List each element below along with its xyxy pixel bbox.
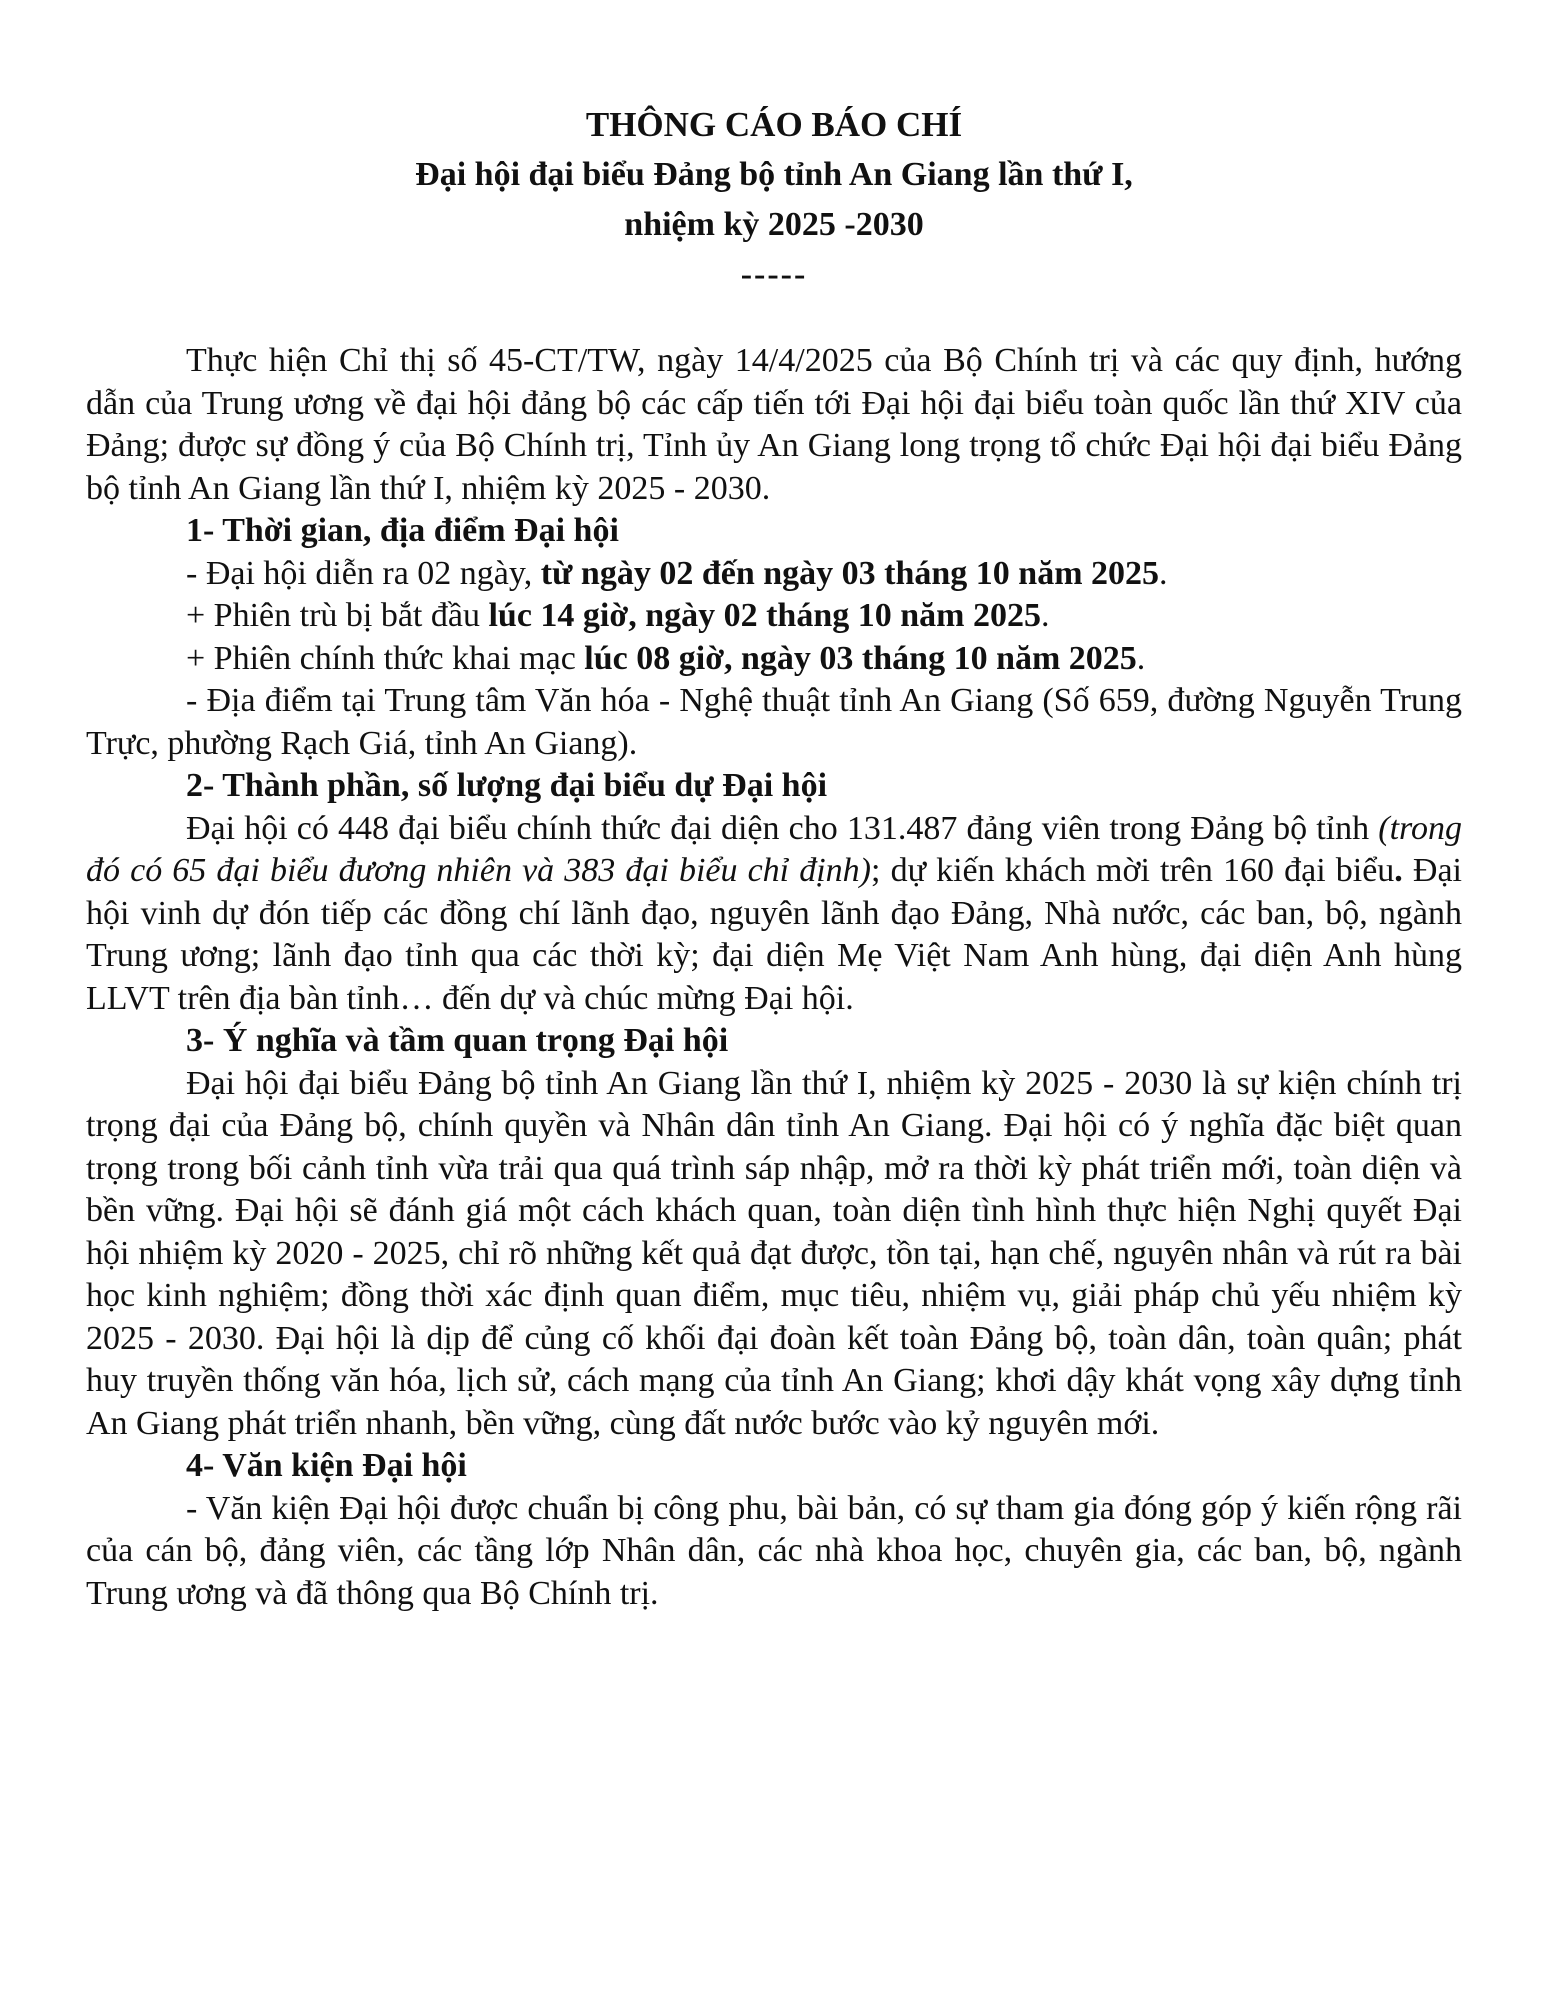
text-run: + Phiên chính thức khai mạc: [186, 639, 585, 677]
text-run: - Đại hội diễn ra 02 ngày,: [186, 554, 541, 592]
text-run: .: [1159, 554, 1168, 592]
document-header: [86, 100, 1462, 300]
text-run: Đại hội vinh dự đón tiếp các đồng chí lãnh đạo, nguyên lãnh đạo Đảng, Nhà nước, các ban, bộ, ngành Trung ương; lãnh đạo tỉnh qua các thời kỳ; đại diện Mẹ Việt Nam Anh hùng, đại diện Anh hùng LLVT trên địa bàn tỉnh… đến dự và chúc mừng Đại hội.: [86, 852, 1462, 1017]
section-4-heading: 4- Văn kiện Đại hội: [186, 1447, 467, 1484]
document-subtitle-line-2: nhiệm kỳ 2025 -2030: [624, 206, 924, 243]
section-3-heading: 3- Ý nghĩa và tầm quan trọng Đại hội: [186, 1022, 729, 1059]
section-1-paragraph-4: - Địa điểm tại Trung tâm Văn hóa - Nghệ thuật tỉnh An Giang (Số 659, đường Nguyễn Trung Trực, phường Rạch Giá, tỉnh An Giang).: [86, 682, 1462, 762]
section-3-paragraph-1: Đại hội đại biểu Đảng bộ tỉnh An Giang lần thứ I, nhiệm kỳ 2025 - 2030 là sự kiện chính trị trọng đại của Đảng bộ, chính quyền và Nhân dân tỉnh An Giang. Đại hội có ý nghĩa đặc biệt quan trọng trong bối cảnh tỉnh vừa trải qua quá trình sáp nhập, mở ra thời kỳ phát triển mới, toàn diện và bền vững. Đại hội sẽ đánh giá một cách khách quan, toàn diện tình hình thực hiện Nghị quyết Đại hội nhiệm kỳ 2020 - 2025, chỉ rõ những kết quả đạt được, tồn tại, hạn chế, nguyên nhân và rút ra bài học kinh nghiệm; đồng thời xác định quan điểm, mục tiêu, nhiệm vụ, giải pháp chủ yếu nhiệm kỳ 2025 - 2030. Đại hội là dịp để củng cố khối đại đoàn kết toàn Đảng bộ, toàn dân, toàn quân; phát huy truyền thống văn hóa, lịch sử, cách mạng của tỉnh An Giang; khơi dậy khát vọng xây dựng tỉnh An Giang phát triển nhanh, bền vững, cùng đất nước bước vào kỷ nguyên mới.: [86, 1064, 1462, 1442]
intro-paragraph: Thực hiện Chỉ thị số 45-CT/TW, ngày 14/4/2025 của Bộ Chính trị và các quy định, hướng dẫn của Trung ương về đại hội đảng bộ các cấp tiến tới Đại hội đại biểu toàn quốc lần thứ XIV của Đảng; được sự đồng ý của Bộ Chính trị, Tỉnh ủy An Giang long trọng tổ chức Đại hội đại biểu Đảng bộ tỉnh An Giang lần thứ I, nhiệm kỳ 2025 - 2030.: [86, 342, 1462, 507]
bold-text-run: từ ngày 02 đến ngày 03 tháng 10 năm 2025: [540, 554, 1160, 592]
text-run: .: [1136, 639, 1146, 677]
bold-text-run: lúc 14 giờ, ngày 02 tháng 10 năm 2025: [488, 597, 1041, 634]
bold-text-run: lúc 08 giờ, ngày 03 tháng 10 năm 2025: [584, 639, 1137, 677]
section-1-paragraph-2: [86, 595, 1462, 638]
section-2-paragraph-1: [86, 808, 1462, 1021]
text-run: Đại hội có 448 đại biểu chính thức đại diện cho 131.487 đảng viên trong Đảng bộ tỉnh: [186, 809, 1379, 847]
section-1-heading: 1- Thời gian, địa điểm Đại hội: [186, 512, 619, 549]
document-title: THÔNG CÁO BÁO CHÍ: [585, 105, 963, 144]
text-run: .: [1040, 597, 1050, 634]
section-1-paragraph-3: [86, 638, 1462, 681]
document-body: [86, 340, 1462, 1615]
text-run: ; dự kiến khách mời trên 160 đại biểu: [871, 852, 1395, 889]
section-4-paragraph-1: - Văn kiện Đại hội được chuẩn bị công phu, bài bản, có sự tham gia đóng góp ý kiến rộng rãi của cán bộ, đảng viên, các tầng lớp Nhân dân, các nhà khoa học, chuyên gia, các ban, bộ, ngành Trung ương và đã thông qua Bộ Chính trị.: [86, 1489, 1462, 1612]
section-1-paragraph-1: [86, 553, 1462, 596]
header-divider: -----: [740, 256, 808, 293]
text-run: + Phiên trù bị bắt đầu: [186, 597, 489, 634]
document-subtitle-line-1: Đại hội đại biểu Đảng bộ tỉnh An Giang lần thứ I,: [415, 156, 1133, 193]
section-2-heading: 2- Thành phần, số lượng đại biểu dự Đại hội: [186, 767, 828, 804]
bold-text-run: .: [1394, 852, 1403, 889]
italic-text-run: (trong đó có 65 đại biểu đương nhiên và 383 đại biểu chỉ định): [86, 809, 1462, 889]
document-page: [86, 100, 1462, 1615]
